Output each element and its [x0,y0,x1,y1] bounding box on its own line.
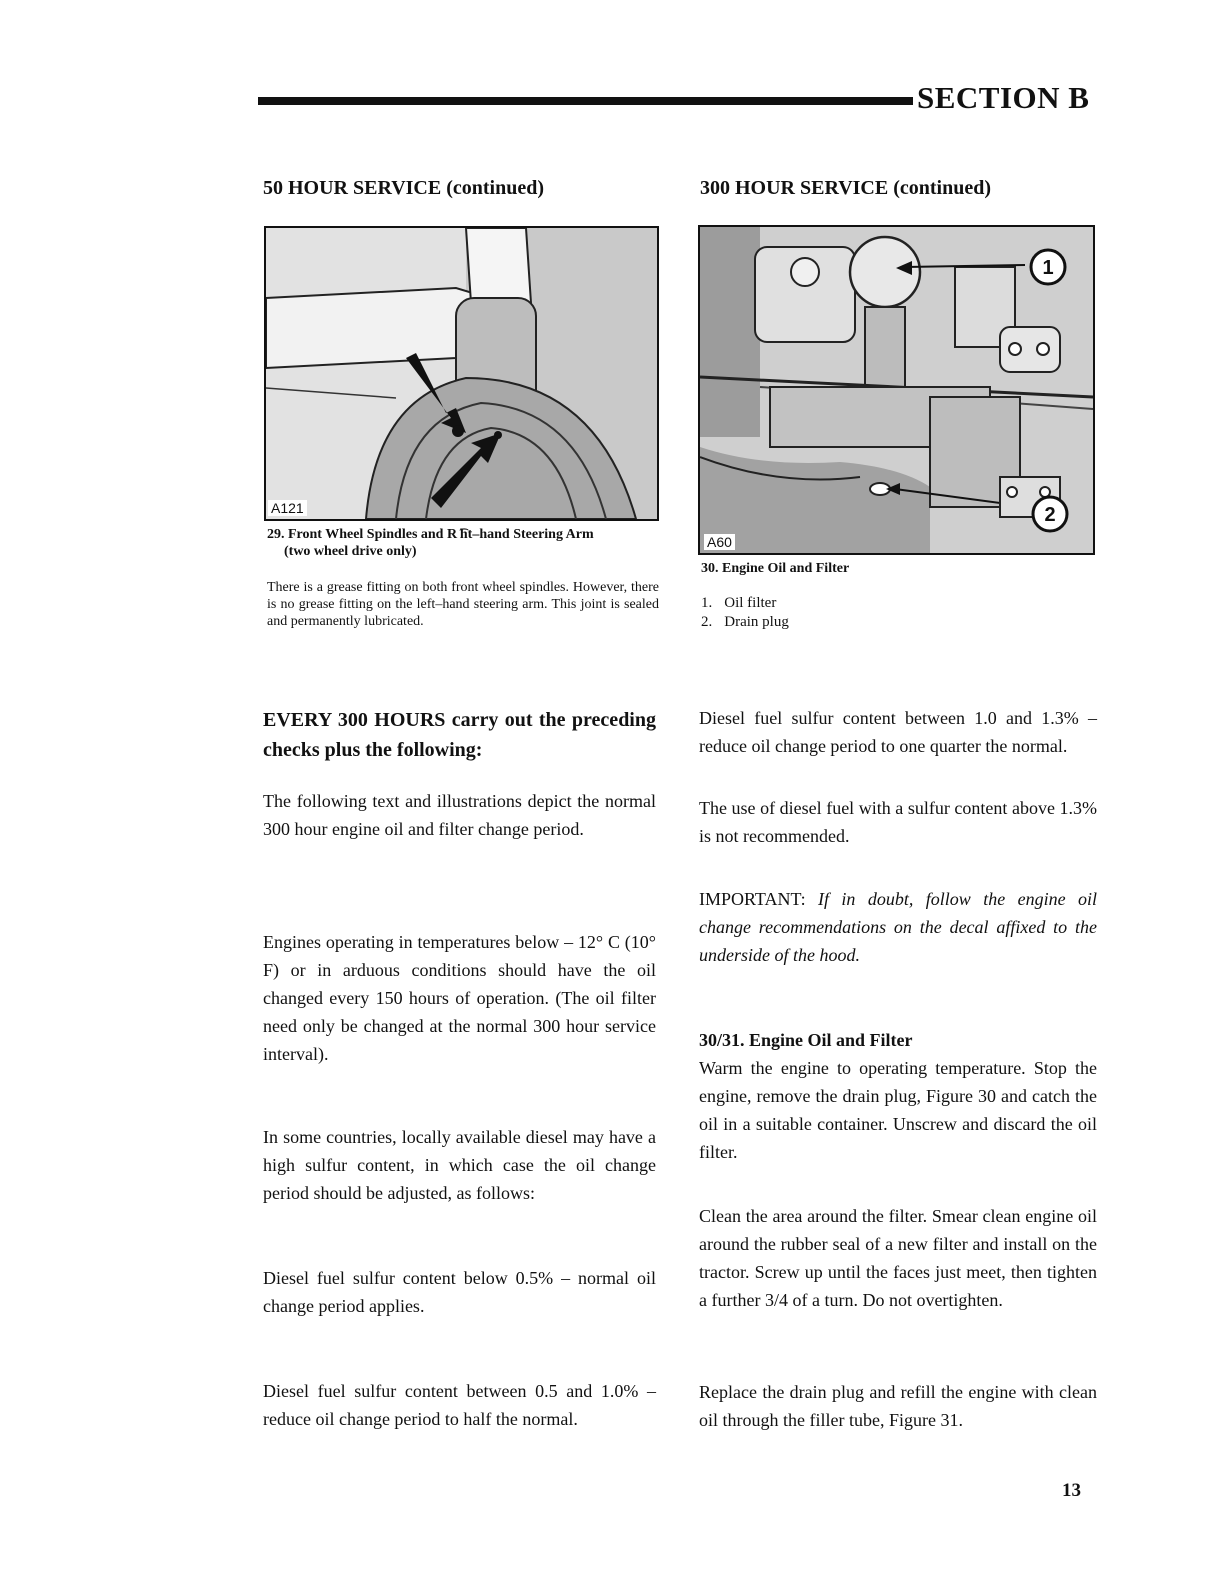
figure-29-caption-title: Front Wheel Spindles and R ͡ht–hand Steering Arm [288,527,594,542]
right-para-2: The use of diesel fuel with a sulfur content above 1.3% is not recommended. [699,798,1097,846]
figure-30-caption: 30. Engine Oil and Filter [701,561,850,576]
figure-29-caption [267,526,662,560]
figure-30-image [698,225,1095,555]
figure-29-caption-sub: (two wheel drive only) [284,544,417,559]
left-para-3: In some countries, locally available diesel may have a high sulfur content, in which case the oil change period should be adjusted, as follows: [263,1127,656,1203]
oil-filter-block [699,1026,1097,1166]
figure-30-legend [701,594,789,632]
figure-29-note: There is a grease fitting on both front wheel spindles. However, there is no grease fitting on the left–hand steering arm. This joint is sealed and permanently lubricated. [267,580,659,629]
important-text: If in doubt, follow the engine oil change recommendations on the decal affixed to the underside of the hood. [699,889,1097,965]
legend-item: 1. Oil filter [701,595,777,611]
figure-30-callout-1: 1 [1042,257,1054,279]
figure-29-caption-num: 29. [267,527,285,542]
legend-item: 2. Drain plug [701,614,789,630]
figure-29-code: A121 [268,500,307,516]
left-para-5: Diesel fuel sulfur content between 0.5 and 1.0% – reduce oil change period to half the normal. [263,1381,656,1429]
right-para-1: Diesel fuel sulfur content between 1.0 and 1.3% – reduce oil change period to one quarter the normal. [699,708,1097,756]
left-para-4: Diesel fuel sulfur content below 0.5% – normal oil change period applies. [263,1268,656,1316]
every-300-heading: EVERY 300 HOURS carry out the preceding checks plus the following: [263,709,656,761]
oil-filter-para-2: Clean the area around the filter. Smear clean engine oil around the rubber seal of a new filter and install on the tractor. Screw up until the faces just meet, then tighten a further 3/4 of a turn. Do not overtighten. [699,1206,1097,1310]
figure-30-callout-2: 2 [1044,504,1056,526]
oil-filter-heading: 30/31. Engine Oil and Filter [699,1030,913,1050]
figure-29-image [264,226,659,521]
page-number: 13 [1062,1480,1081,1501]
header-rule [258,97,913,105]
oil-filter-para-3: Replace the drain plug and refill the engine with clean oil through the filler tube, Figure 31. [699,1382,1097,1430]
section-title: SECTION B [917,80,1090,115]
left-column-heading: 50 HOUR SERVICE (continued) [263,177,544,199]
oil-filter-para-1: Warm the engine to operating temperature. Stop the engine, remove the drain plug, Figure 30 and catch the oil in a suitable container. Unscrew and discard the oil filter. [699,1058,1097,1162]
left-para-2: Engines operating in temperatures below – 12° C (10° F) or in arduous conditions should have the oil changed every 150 hours of operation. (The oil filter need only be changed at the normal 300 hour service interval). [263,932,656,1064]
right-column-heading: 300 HOUR SERVICE (continued) [700,177,991,199]
figure-30-code: A60 [704,534,735,550]
important-note [699,885,1097,969]
important-label: IMPORTANT: [699,889,806,909]
left-para-1: The following text and illustrations depict the normal 300 hour engine oil and filter change period. [263,791,656,839]
